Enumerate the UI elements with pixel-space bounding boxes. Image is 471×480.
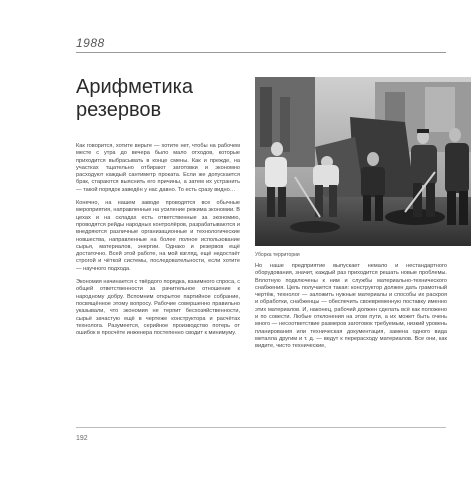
paragraph: Но наше предприятие выпускает немало и нестандартного оборудования, значит, каждый раз приходится решать новые проблемы. Вплотную подключены к ним и службы материально-технического снабжения. Цель получается такая: конструктор должен дать грамотный чертёж, технолог — заложить нужные материалы и способы их раскроя и обработки, снабженцы — обеспечить своевременную поставку именно этих материалов. И, наконец, рабочий должен сделать всё как положено и по совести. Любые отклонения на этом пути, а их может быть очень много — несоответствие размеров заготовок требуемым, низкий уровень планирования или техническая документация, замена одного вида металла другим и т. д. — ведут к перерасходу материалов. Все они, как видите, чисто технические, xyxy=(255,263,447,350)
article-title-line-1: Арифметика xyxy=(76,76,193,98)
chapter-year: 1988 xyxy=(76,36,105,50)
paragraph: Как говорится, хотите верьте — хотите нет, чтобы на рабочем месте с утра до вечера было мало отходов, которые приходится выбрасывать в конце смены. Как и прежде, на участках тщательно отбирают заготовки и экономно расходуют каждый сантиметр проката. Если же допускается брак, стараются выяснить его причины, а затем их устранить — такой порядок заведён у нас давно. То есть сразу видно… xyxy=(76,143,240,193)
paragraph: Экономия начинается с твёрдого порядка, взаимного спроса, с общей ответственности за рачительное отношение к народному добру. Вспомним открытое партийное собрание, посвящённое этому вопросу. Рабочие совершенно правильно указывали, что экономия не терпит бесхозяйственности, сырьё зачастую ещё в чертеже конструктора и расчётах технолога. Разумеется, серийное производство потерь от ошибок в просчёте инженера постепенно сводит к минимуму. xyxy=(76,279,240,337)
right-text-column xyxy=(255,263,447,357)
header-rule xyxy=(76,52,446,53)
archival-photo xyxy=(255,77,471,246)
paragraph: Конечно, на нашем заводе проводятся все обычные мероприятия, направленные на усиление режима экономии. В цехах и на складах есть ответственные за экономию, проводятся рейды народных контролёров, разрабатываются и внедряются различные организационные и технологические новшества, направленные на более полное использование сырья, материалов, энергии. Однако и резервов ещё достаточно. Всей этой работе, на мой взгляд, ещё недостаёт строгой и чёткой системы, последовательности, если хотите — научного подхода. xyxy=(76,200,240,272)
page-number: 192 xyxy=(76,435,88,442)
article-title-line-2: резервов xyxy=(76,99,162,121)
article-title xyxy=(76,76,246,122)
left-text-column xyxy=(76,143,240,343)
footer-rule xyxy=(76,427,446,428)
photo-caption: Уборка территории xyxy=(255,252,300,258)
